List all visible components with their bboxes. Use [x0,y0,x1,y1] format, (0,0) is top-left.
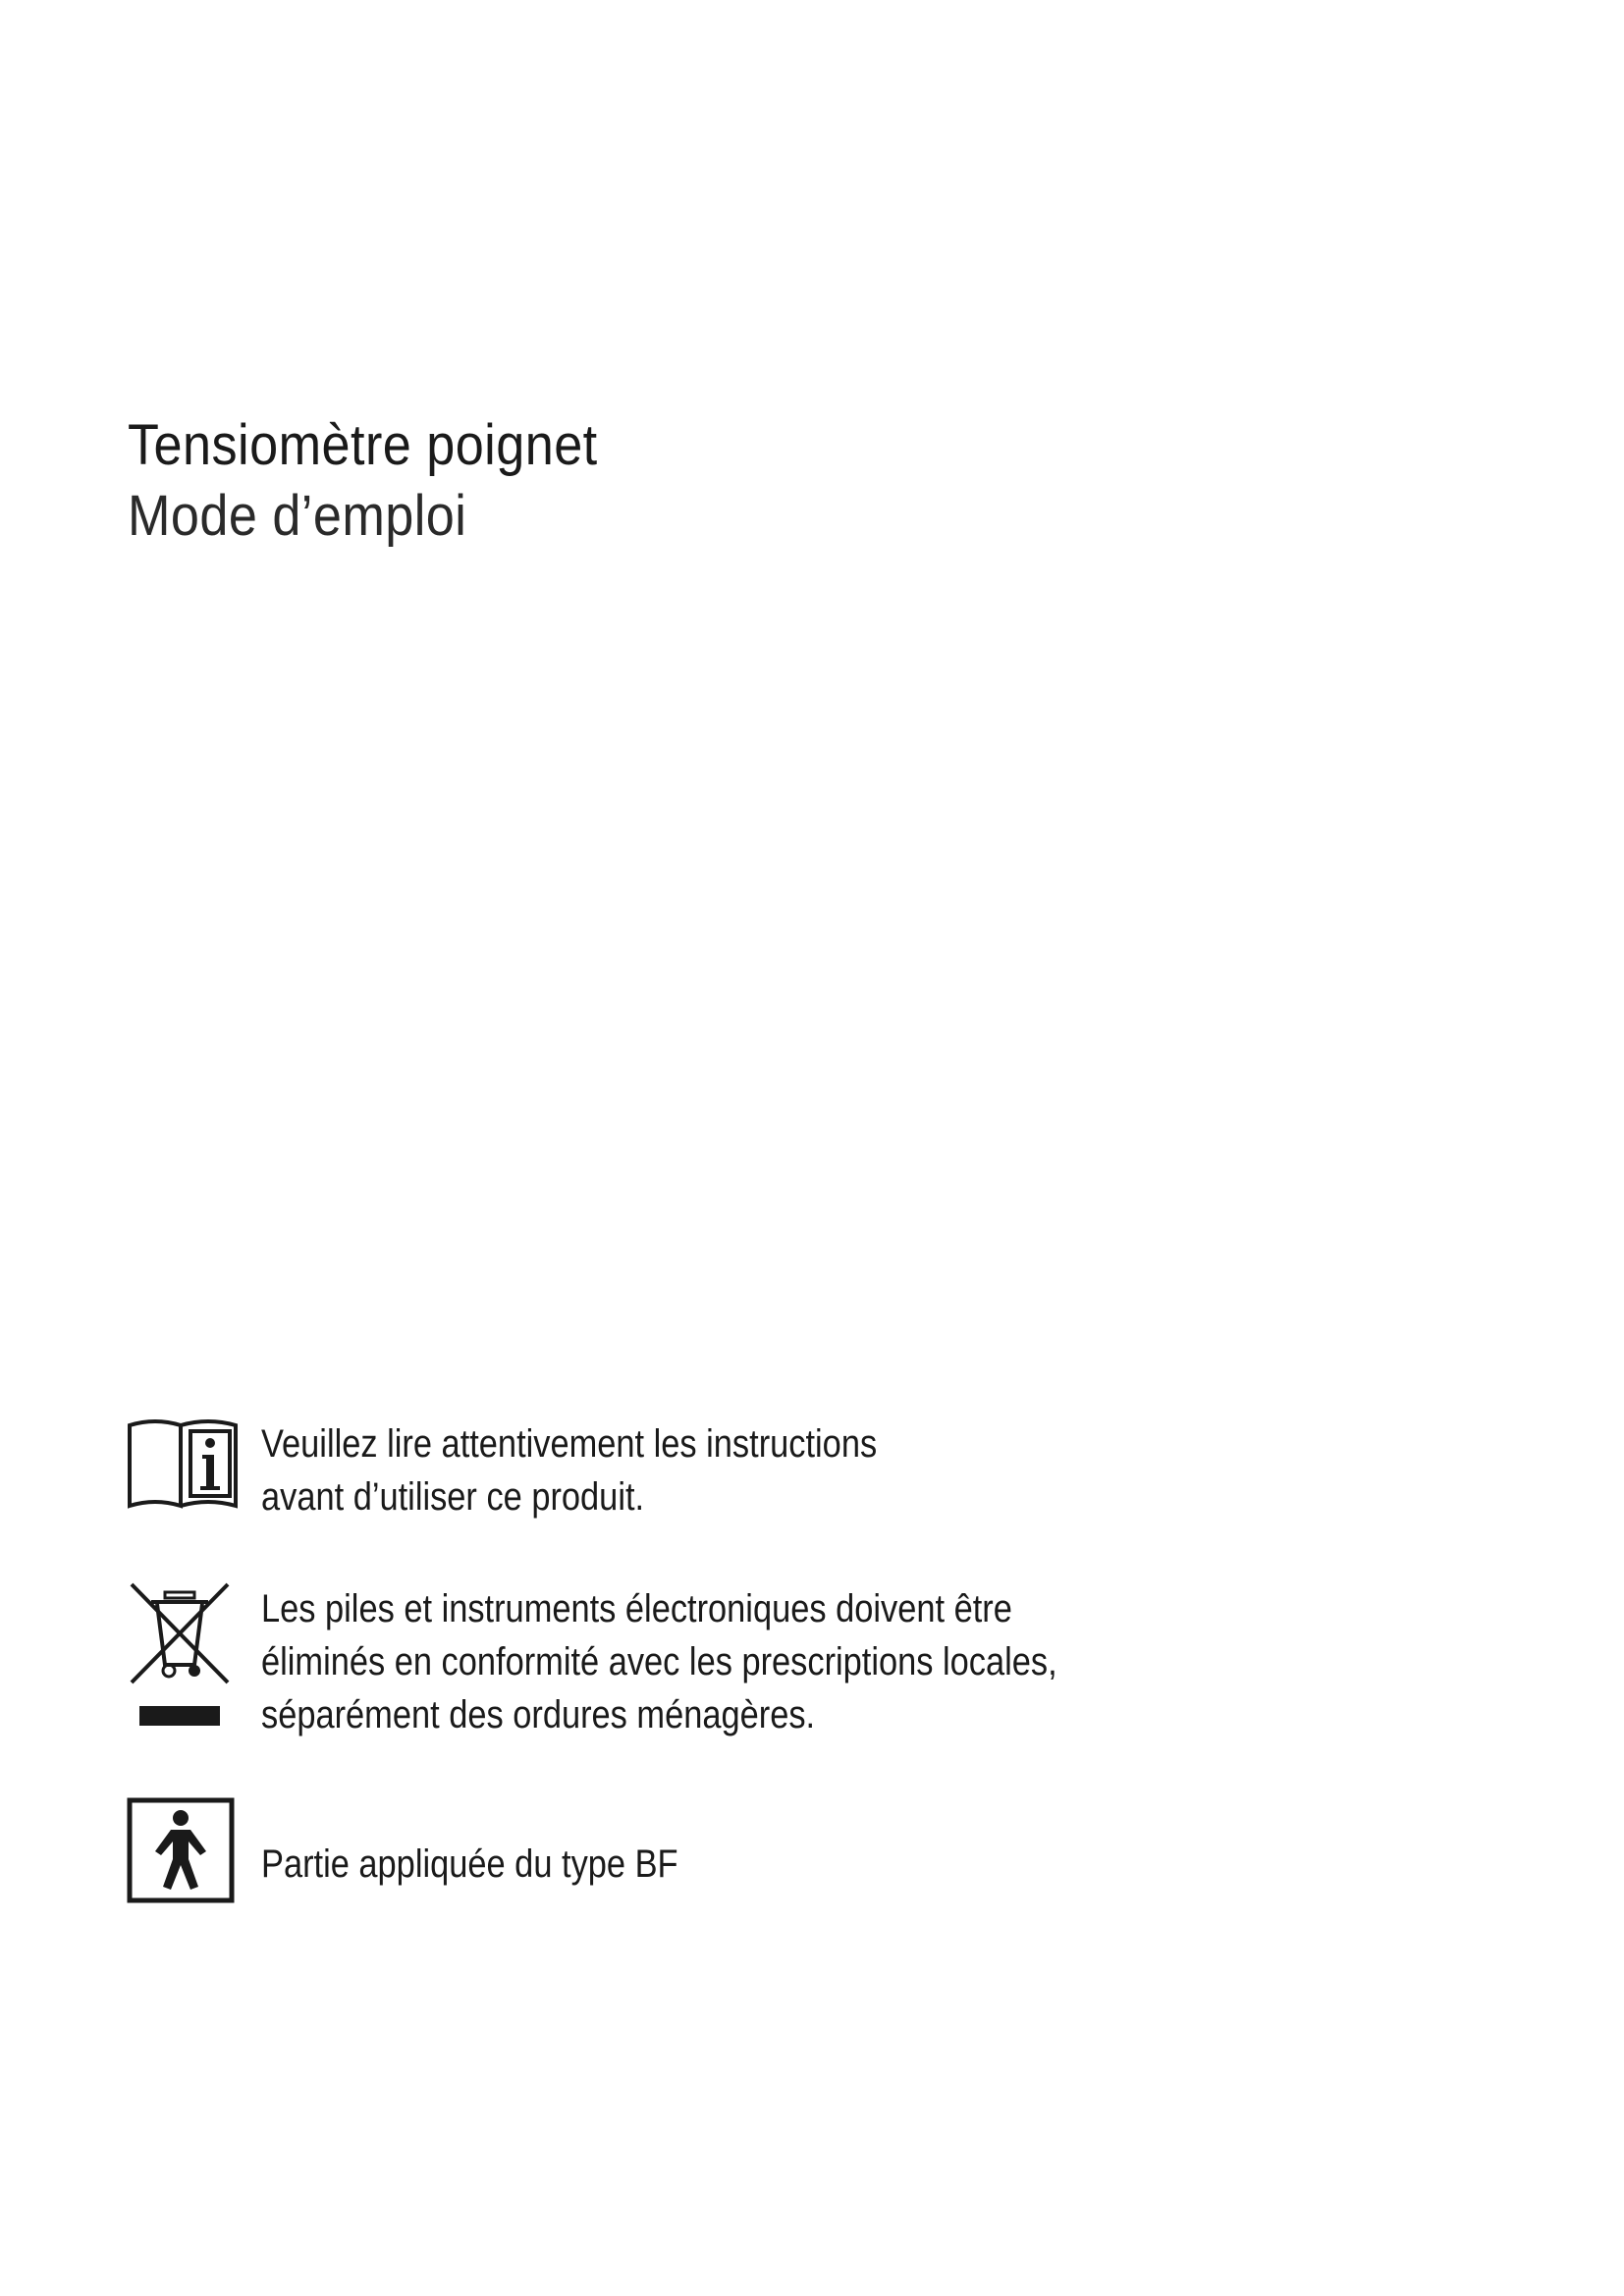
page-subtitle: Mode d’emploi [128,484,467,548]
type-bf-applied-part-icon [126,1796,242,1904]
read-instructions-icon [126,1415,242,1514]
page-title: Tensiomètre poignet [128,413,598,477]
notice-line: avant d’utiliser ce produit. [261,1475,645,1519]
page-header [128,410,650,552]
notice-waste-text [261,1582,1057,1741]
crossed-out-bin-icon [126,1580,242,1737]
notice-read-instructions [126,1415,878,1519]
notice-line: Partie appliquée du type BF [261,1842,678,1886]
notice-bf-text [261,1838,678,1891]
notice-line: Veuillez lire attentivement les instructions [261,1422,878,1466]
notice-line: éliminés en conformité avec les prescriptions locales, [261,1640,1057,1683]
notice-type-bf [126,1796,678,1904]
notice-waste-disposal [126,1580,1057,1737]
notice-line: Les piles et instruments électroniques doivent être [261,1587,1012,1630]
notice-read-text [261,1417,877,1523]
notice-line: séparément des ordures ménagères. [261,1693,816,1736]
